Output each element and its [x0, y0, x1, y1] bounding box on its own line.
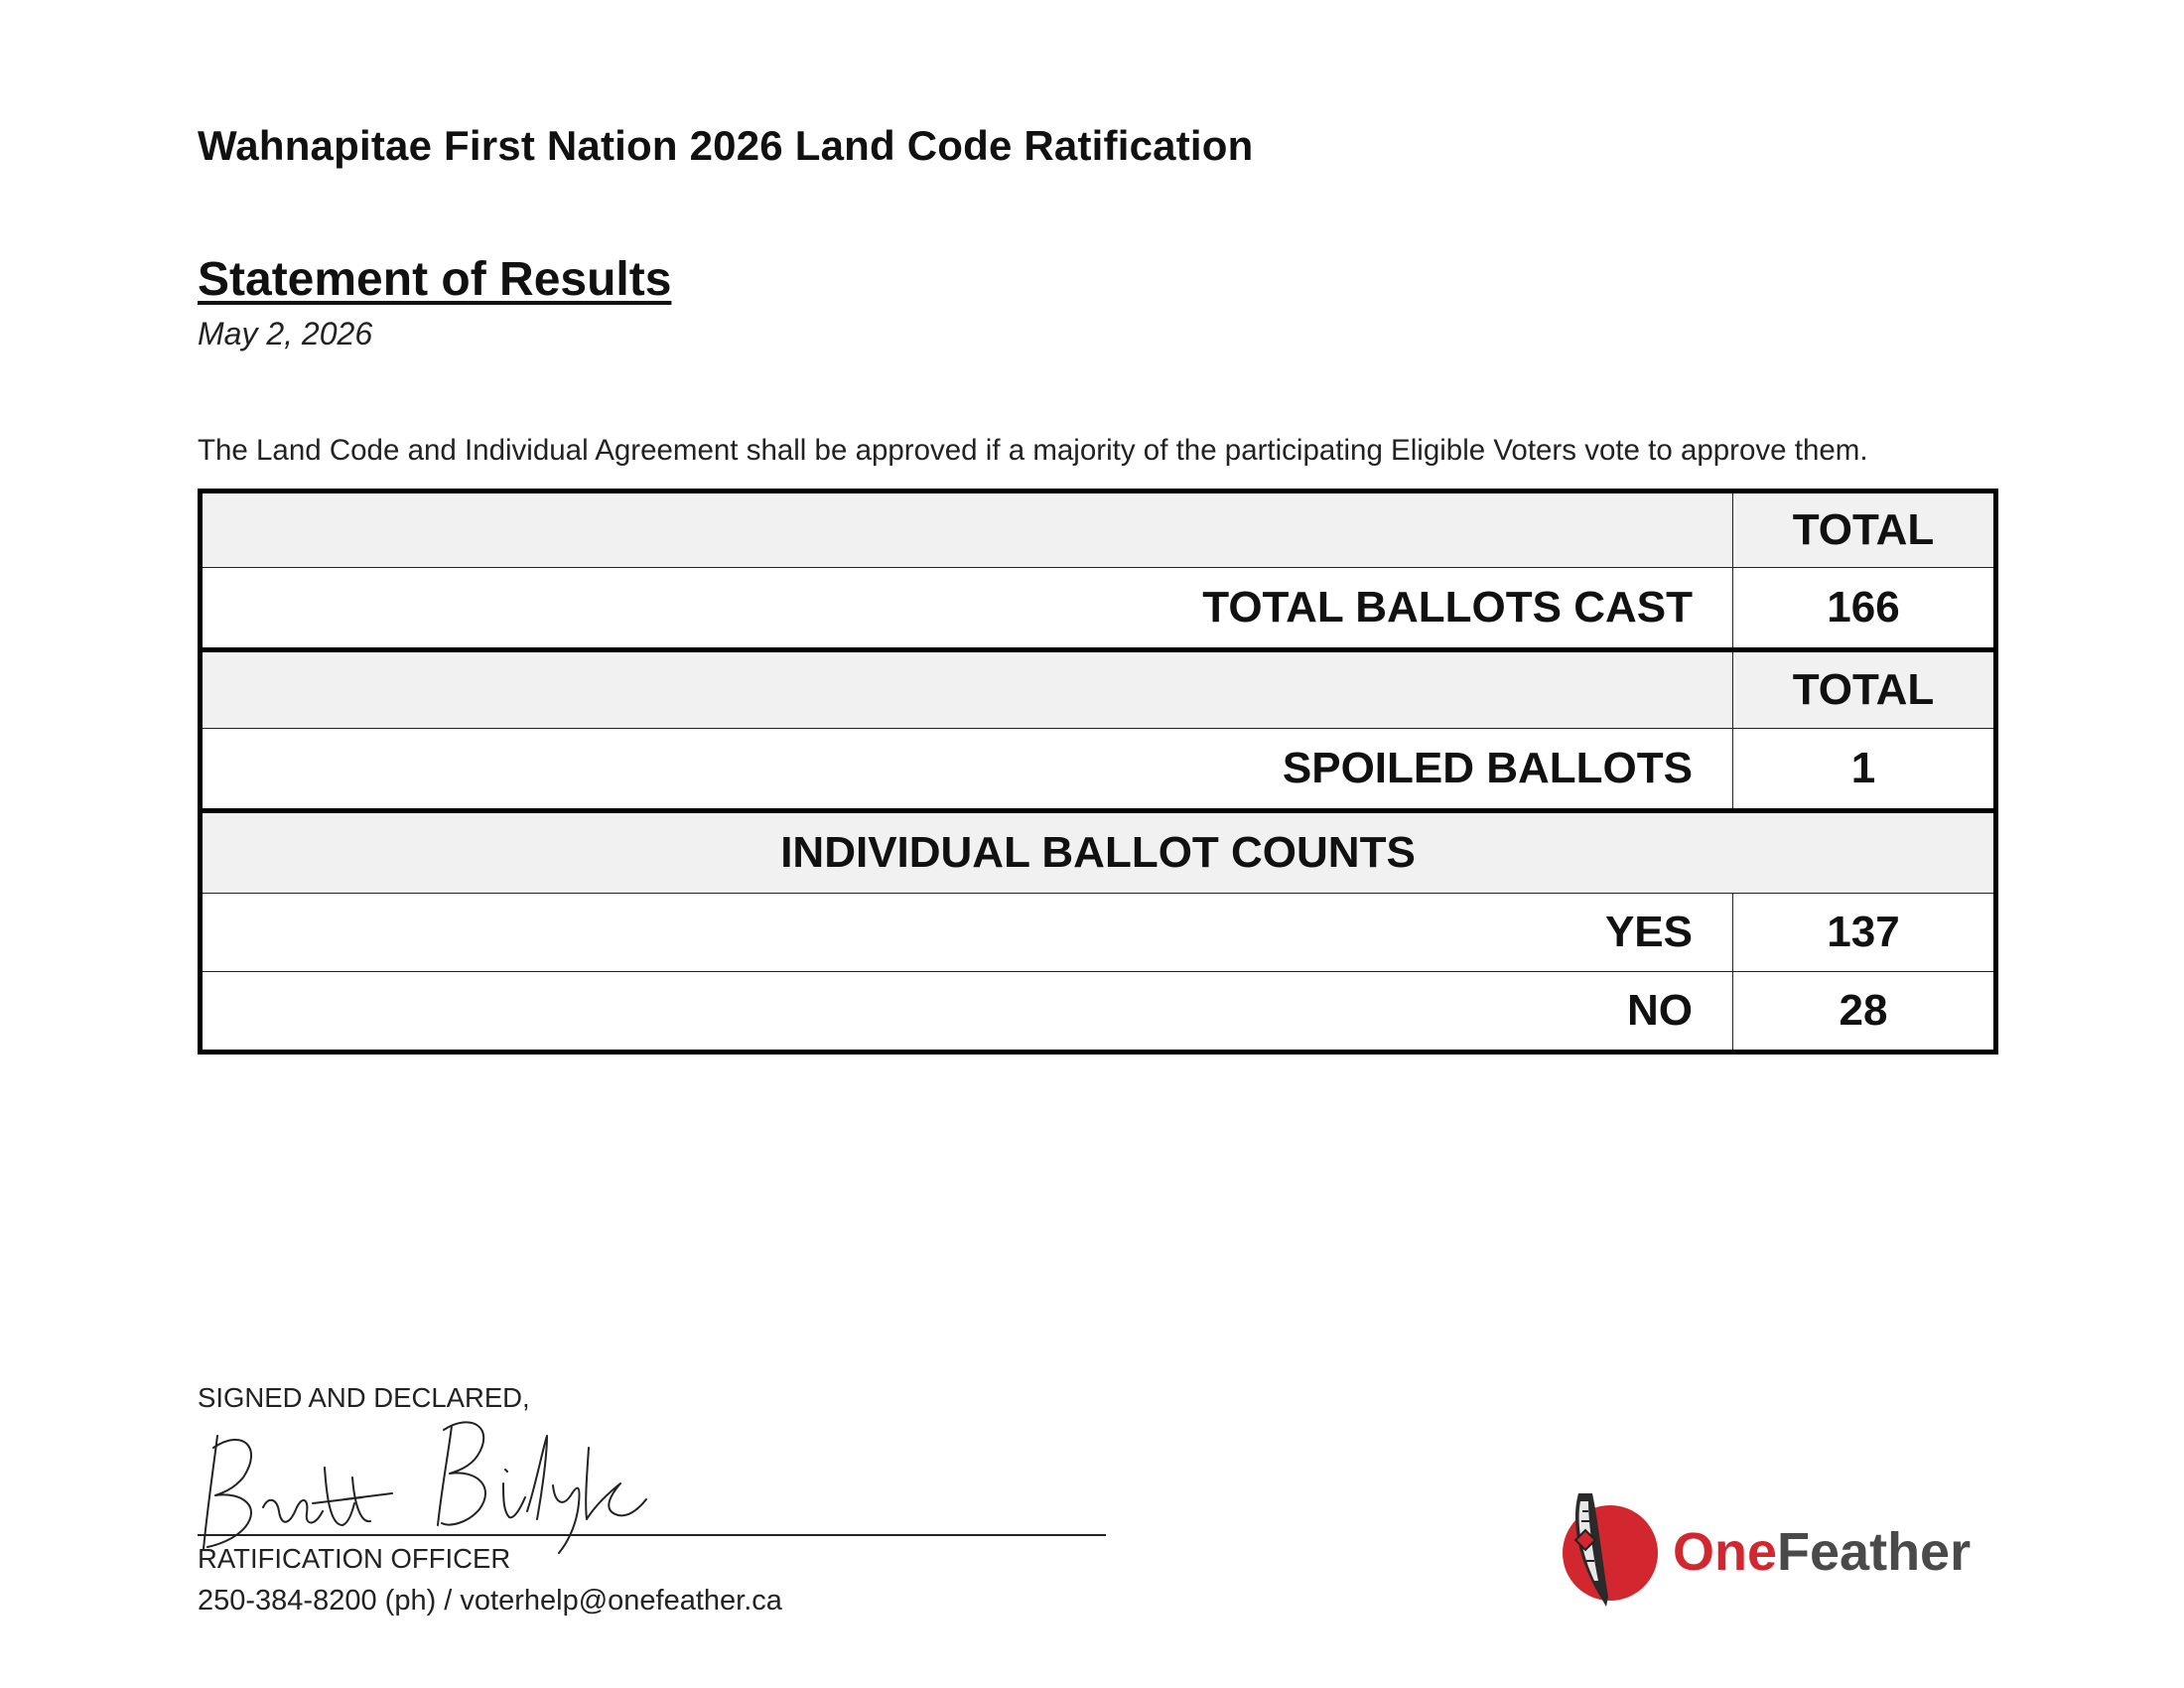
ballots-cast-label: TOTAL BALLOTS CAST: [201, 568, 1733, 650]
document-title: Wahnapitae First Nation 2026 Land Code Ratification: [198, 122, 1254, 169]
yes-label: YES: [201, 894, 1733, 972]
table-row: [201, 894, 1996, 972]
statement-date: May 2, 2026: [198, 316, 373, 352]
table-row: [201, 568, 1996, 650]
ratification-officer-title: RATIFICATION OFFICER: [198, 1543, 511, 1574]
approval-rule-text: The Land Code and Individual Agreement shall be approved if a majority of the participating Eligible Voters vote to approve them.: [198, 434, 1868, 467]
logo-wordmark: [1673, 1521, 1971, 1583]
table-row: [201, 729, 1996, 811]
empty-cell: [201, 492, 1733, 568]
no-value: 28: [1733, 972, 1996, 1053]
results-table: [198, 489, 1998, 1055]
individual-counts-header-row: [201, 811, 1996, 894]
yes-value: 137: [1733, 894, 1996, 972]
signature-line: [198, 1534, 1106, 1536]
spoiled-ballots-value: 1: [1733, 729, 1996, 811]
logo-text-feather: Feather: [1777, 1522, 1972, 1582]
feather-icon: [1549, 1481, 1668, 1611]
onefeather-logo: [1549, 1481, 2015, 1611]
signed-declared-text: SIGNED AND DECLARED,: [198, 1382, 530, 1413]
table-header-row: [201, 492, 1996, 568]
individual-counts-heading: INDIVIDUAL BALLOT COUNTS: [201, 811, 1996, 894]
total-header-cell: TOTAL: [1733, 650, 1996, 729]
ballots-cast-value: 166: [1733, 568, 1996, 650]
logo-text-one: One: [1673, 1522, 1778, 1582]
table-header-row: [201, 650, 1996, 729]
table-row: [201, 972, 1996, 1053]
total-header-cell: TOTAL: [1733, 492, 1996, 568]
statement-heading: Statement of Results: [198, 253, 672, 306]
contact-info: 250-384-8200 (ph) / voterhelp@onefeather.ca: [198, 1585, 782, 1617]
empty-cell: [201, 650, 1733, 729]
spoiled-ballots-label: SPOILED BALLOTS: [201, 729, 1733, 811]
no-label: NO: [201, 972, 1733, 1053]
